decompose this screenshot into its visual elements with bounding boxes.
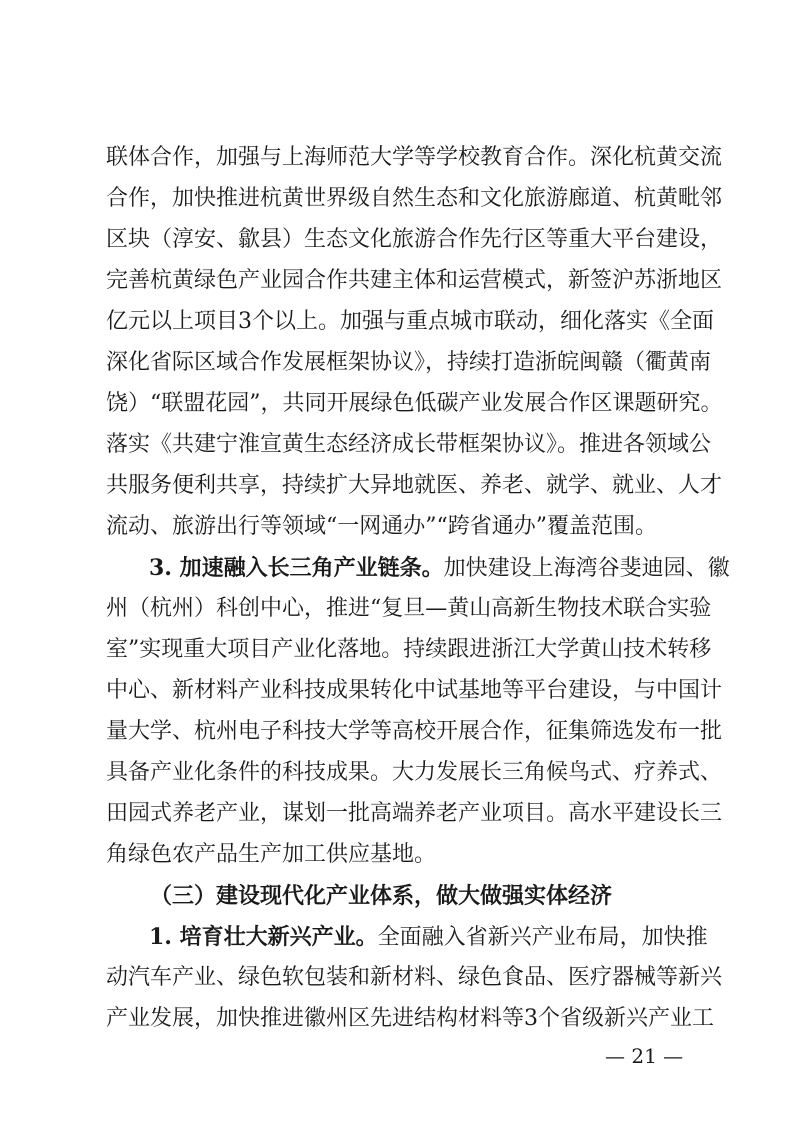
section-title: （三）建设现代化产业体系，做大做强实体经济 bbox=[150, 883, 613, 909]
body-text-line: 饶）“联盟花园”，共同开展绿色低碳产业发展合作区课题研究。 bbox=[106, 391, 723, 416]
body-text-line: 落实《共建宁淮宣黄生态经济成长带框架协议》。推进各领域公 bbox=[106, 432, 712, 457]
body-text-line: 深化省际区域合作发展框架协议》，持续打造浙皖闽赣（衢黄南 bbox=[106, 350, 712, 375]
body-text-line: 具备产业化条件的科技成果。大力发展长三角候鸟式、疗养式、 bbox=[106, 760, 723, 785]
paragraph-heading: 3. 加速融入长三角产业链条。 bbox=[149, 555, 444, 581]
body-text-line: 亿元以上项目3个以上。加强与重点城市联动，细化落实《全面 bbox=[106, 309, 714, 334]
body-text-line: 合作，加快推进杭黄世界级自然生态和文化旅游廊道、杭黄毗邻 bbox=[106, 186, 723, 211]
body-text-line: 田园式养老产业，谋划一批高端养老产业项目。高水平建设长三 bbox=[106, 801, 723, 826]
body-text-line: 联体合作，加强与上海师范大学等学校教育合作。深化杭黄交流 bbox=[106, 145, 723, 170]
body-text: 全面融入省新兴产业布局，加快推 bbox=[377, 925, 708, 950]
body-text-line: 共服务便利共享，持续扩大异地就医、养老、就学、就业、人才 bbox=[106, 473, 723, 498]
paragraph-first-line bbox=[149, 552, 730, 584]
paragraph-first-line bbox=[149, 921, 708, 953]
body-text-line: 角绿色农产品生产加工供应基地。 bbox=[106, 842, 437, 867]
paragraph-heading: 1. 培育壮大新兴产业。 bbox=[149, 924, 378, 950]
body-text: 加快建设上海湾谷斐迪园、徽 bbox=[443, 556, 730, 581]
body-text-line: 动汽车产业、绿色软包装和新材料、绿色食品、医疗器械等新兴 bbox=[106, 965, 723, 990]
body-text-line: 中心、新材料产业科技成果转化中试基地等平台建设，与中国计 bbox=[106, 678, 723, 703]
body-text-line: 流动、旅游出行等领域“一网通办”“跨省通办”覆盖范围。 bbox=[106, 514, 657, 539]
body-text-line: 室”实现重大项目产业化落地。持续跟进浙江大学黄山技术转移 bbox=[106, 637, 712, 662]
body-text-line: 州（杭州）科创中心，推进“复旦—黄山高新生物技术联合实验 bbox=[106, 596, 712, 621]
body-text-line: 区块（淳安、歙县）生态文化旅游合作先行区等重大平台建设， bbox=[106, 227, 723, 252]
body-text-line: 量大学、杭州电子科技大学等高校开展合作，征集筛选发布一批 bbox=[106, 719, 723, 744]
body-text-line: 产业发展，加快推进徽州区先进结构材料等3个省级新兴产业工 bbox=[106, 1006, 714, 1031]
page-number: — 21 — bbox=[605, 1044, 684, 1068]
body-text-line: 完善杭黄绿色产业园合作共建主体和运营模式，新签沪苏浙地区 bbox=[106, 268, 723, 293]
